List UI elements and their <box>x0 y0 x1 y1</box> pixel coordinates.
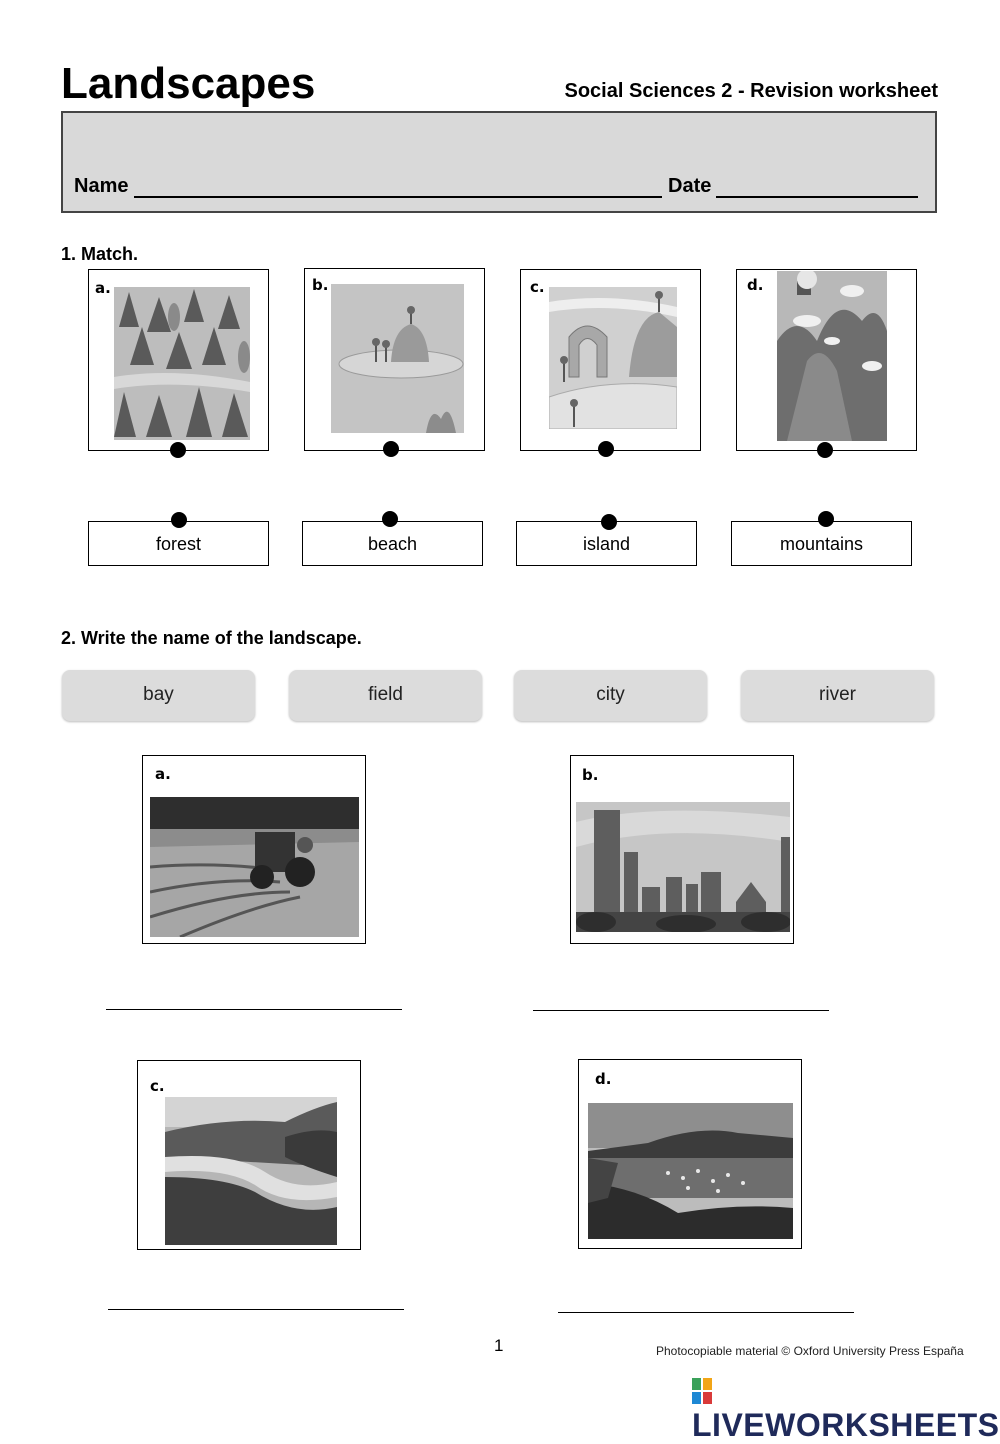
picture-letter: b. <box>312 276 329 294</box>
page-number: 1 <box>494 1336 504 1355</box>
forest-illustration-icon <box>114 287 250 440</box>
match-word-beach: beach <box>302 521 483 566</box>
match-dot[interactable] <box>170 442 186 458</box>
logo-text: LIVEWORKSHEETS <box>692 1407 1000 1443</box>
liveworksheets-logo-icon <box>692 1378 712 1404</box>
picture-letter: c. <box>530 278 545 296</box>
word-bank-river[interactable]: river <box>741 670 934 721</box>
beach-illustration-icon <box>331 284 464 433</box>
photo-card-d <box>578 1059 802 1249</box>
match-dot[interactable] <box>383 441 399 457</box>
date-field[interactable] <box>716 196 918 198</box>
photo-letter: a. <box>155 765 171 783</box>
match-word-island: island <box>516 521 697 566</box>
date-label: Date <box>668 175 712 197</box>
mountains-illustration-icon <box>777 271 887 441</box>
copyright-notice: Photocopiable material © Oxford University Press España <box>656 1344 964 1358</box>
island-illustration-icon <box>549 287 677 429</box>
photo-letter: b. <box>582 766 599 784</box>
river-photo-icon <box>165 1097 337 1245</box>
match-word-mountains: mountains <box>731 521 912 566</box>
bay-photo-icon <box>588 1103 793 1239</box>
photo-letter: d. <box>595 1070 612 1088</box>
picture-letter: a. <box>95 279 111 297</box>
match-dot[interactable] <box>598 441 614 457</box>
city-photo-icon <box>576 802 790 932</box>
photo-card-b <box>570 755 794 944</box>
answer-line-a[interactable] <box>106 1009 402 1010</box>
photo-card-c <box>137 1060 361 1250</box>
picture-letter: d. <box>747 276 764 294</box>
word-bank-field[interactable]: field <box>289 670 482 721</box>
answer-line-c[interactable] <box>108 1309 404 1310</box>
match-picture-a <box>88 269 269 451</box>
word-bank-city[interactable]: city <box>514 670 707 721</box>
page-title: Landscapes <box>61 59 316 108</box>
match-dot[interactable] <box>817 442 833 458</box>
section2-title: 2. Write the name of the landscape. <box>61 628 362 648</box>
name-label: Name <box>74 175 129 197</box>
match-picture-c <box>520 269 701 451</box>
photo-letter: c. <box>150 1077 165 1095</box>
field-photo-icon <box>150 797 359 937</box>
answer-line-b[interactable] <box>533 1010 829 1011</box>
page-subtitle: Social Sciences 2 - Revision worksheet <box>564 80 938 102</box>
answer-line-d[interactable] <box>558 1312 854 1313</box>
match-picture-b <box>304 268 485 451</box>
match-picture-d <box>736 269 917 451</box>
name-field[interactable] <box>134 196 662 198</box>
photo-card-a <box>142 755 366 944</box>
section1-title: 1. Match. <box>61 244 139 264</box>
word-bank-bay[interactable]: bay <box>62 670 255 721</box>
liveworksheets-logo <box>692 1370 1000 1444</box>
match-word-forest: forest <box>88 521 269 566</box>
